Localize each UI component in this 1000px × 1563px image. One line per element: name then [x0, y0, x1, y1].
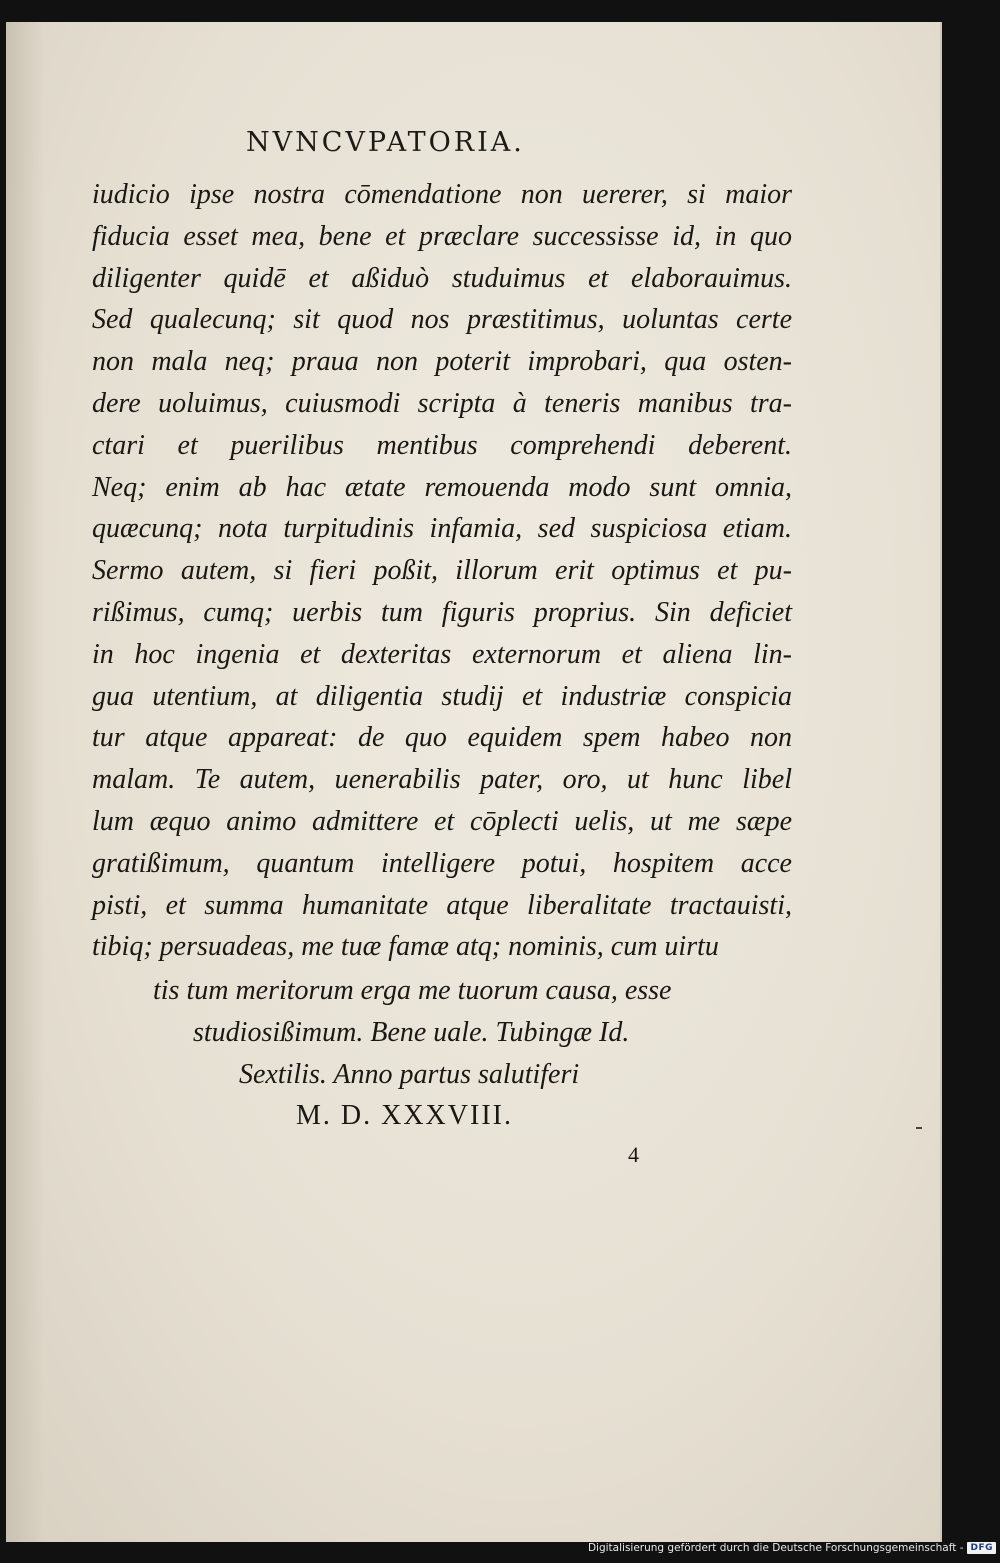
ink-mark [916, 1127, 922, 1129]
book-page [6, 22, 942, 1542]
closing-line: Sextilis. Anno partus salutiferi [239, 1058, 580, 1090]
text-line: fiducia esset mea, bene et præclare successisse id, in quo [92, 220, 792, 252]
text-line: dere uoluimus, cuiusmodi scripta à teneris manibus tra- [92, 387, 792, 419]
text-line: gratißimum, quantum intelligere potui, hospitem acce [92, 847, 792, 879]
text-line: malam. Te autem, uenerabilis pater, oro, ut hunc libel [92, 764, 792, 796]
text-line: lum æquo animo admittere et cōplecti uelis, ut me sæpe [92, 805, 792, 837]
running-header: NVNCVPATORIA. [246, 127, 525, 158]
text-line: tur atque appareat: de quo equidem spem habeo non [92, 722, 792, 754]
text-line: quæcunq; nota turpitudinis infamia, sed suspiciosa etiam. [92, 513, 792, 545]
text-line: gua utentium, at diligentia studij et industriæ conspicia [92, 680, 792, 712]
text-line: tibiq; persuadeas, me tuæ famæ atq; nominis, cum uirtu [92, 931, 719, 963]
dfg-logo: DFG [967, 1542, 996, 1554]
text-line: Sermo autem, si fieri poßit, illorum erit optimus et pu- [92, 555, 792, 587]
imprint-date: M. D. XXXVIII. [296, 1100, 513, 1131]
text-line: non mala neq; praua non poterit improbari, qua osten- [92, 346, 792, 378]
closing-line: studiosißimum. Bene uale. Tubingæ Id. [193, 1016, 630, 1048]
text-line: ctari et puerilibus mentibus comprehendi deberent. [92, 429, 792, 461]
digitization-footer [588, 1539, 996, 1557]
text-line: Sed qualecunq; sit quod nos præstitimus, uoluntas certe [92, 304, 792, 336]
text-line: pisti, et summa humanitate atque liberalitate tractauisti, [92, 889, 792, 921]
text-line: rißimus, cumq; uerbis tum figuris proprius. Sin deficiet [92, 596, 792, 628]
body-text [92, 174, 792, 968]
page-gutter-shadow [6, 22, 44, 1542]
text-line: Neq; enim ab hac ætate remouenda modo sunt omnia, [92, 471, 792, 503]
closing-block [141, 970, 741, 1095]
closing-line: tis tum meritorum erga me tuorum causa, esse [153, 975, 672, 1006]
text-line: iudicio ipse nostra cōmendatione non uererer, si maior [92, 179, 792, 210]
signature-mark: 4 [628, 1142, 639, 1167]
footer-credit: Digitalisierung gefördert durch die Deutsche Forschungsgemeinschaft - [587, 1542, 964, 1554]
text-line: diligenter quidē et aßiduò studuimus et elaborauimus. [92, 262, 792, 294]
text-line: in hoc ingenia et dexteritas externorum et aliena lin- [92, 638, 792, 670]
